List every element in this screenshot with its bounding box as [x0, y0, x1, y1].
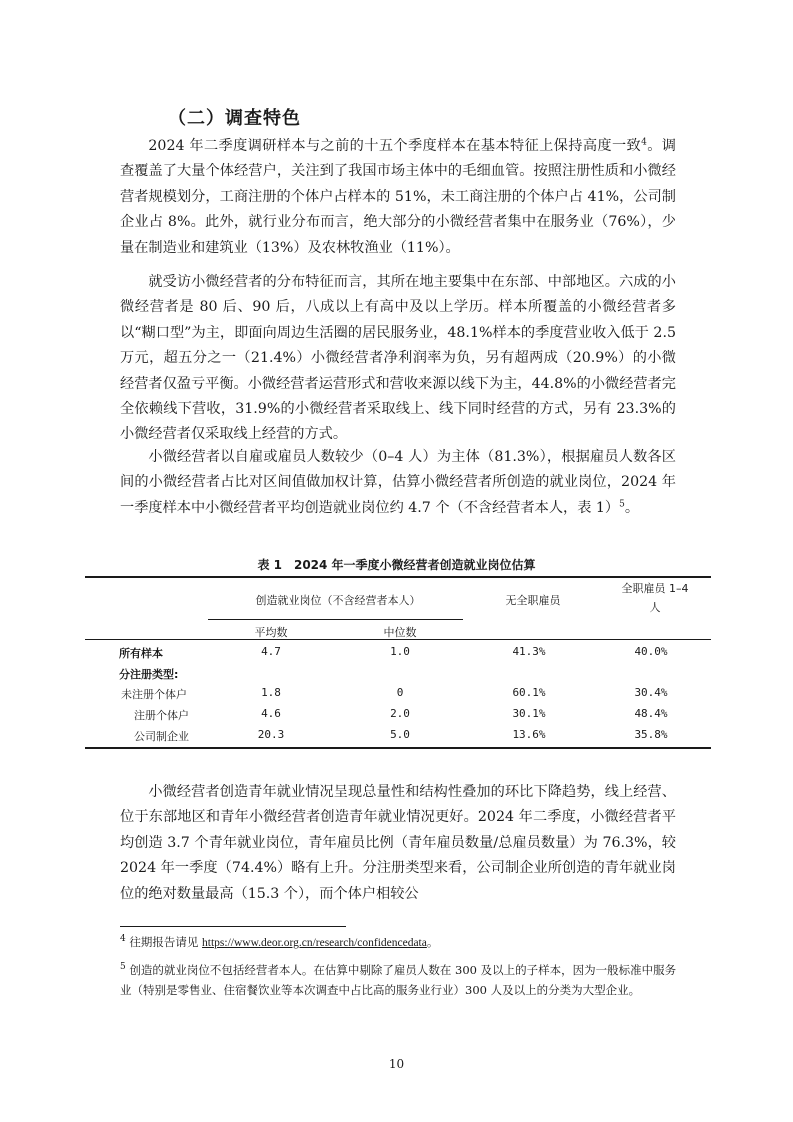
row-label: 注册个体户: [134, 709, 189, 722]
cell-fulltime-1-4: 30.4%: [634, 686, 668, 699]
cell-mean: 4.6: [261, 707, 281, 720]
header-group: 创造就业岗位（不含经营者本人）: [255, 594, 421, 607]
paragraph-text: 。: [624, 499, 640, 516]
cell-mean: 1.8: [261, 686, 281, 699]
row-label: 公司制企业: [134, 730, 189, 743]
table-title: 表 1 2024 年一季度小微经营者创造就业岗位估算: [257, 558, 536, 572]
paragraph-employment: [120, 445, 676, 521]
cell-no-fulltime: 60.1%: [512, 686, 546, 699]
footnote-link[interactable]: https://www.deor.org.cn/research/confidencedata: [202, 937, 427, 949]
employment-table: [85, 575, 711, 750]
cell-fulltime-1-4: 40.0%: [634, 645, 668, 658]
paragraph-text: 2024 年二季度调研样本与之前的十五个季度样本在基本特征上保持高度一致: [148, 138, 642, 154]
footnote-separator: [120, 926, 346, 927]
cell-median: 0: [396, 686, 404, 699]
cell-mean: 4.7: [261, 645, 281, 658]
footnote-4: [120, 932, 680, 953]
cell-no-fulltime: 41.3%: [512, 645, 546, 658]
footnote-ref[interactable]: 4: [641, 137, 647, 148]
paragraph-distribution: [120, 270, 676, 448]
paragraph-text: 小微经营者以自雇或雇员人数较少（0–4 人）为主体（81.3%），根据雇员人数各区间的小微经营者占比对区间值做加权计算，估算小微经营者所创造的就业岗位，2024 年一季度样本中小微经营者平均创造就业岗位约 4.7 个（不含经营者本人，表 1）: [120, 449, 676, 516]
cell-no-fulltime: 30.1%: [512, 707, 546, 720]
paragraph-text: 小微经营者创造青年就业情况呈现总量性和结构性叠加的环比下降趋势，线上经营、位于东部地区和青年小微经营者创造青年就业情况更好。2024 年二季度，小微经营者平均创造 3.7 个青年就业岗位，青年雇员比例（青年雇员数量/总雇员数量）为 76.3%，较 2024 年一季度（74.4%）略有上升。分注册类型来看，公司制企业所创造的青年就业岗位的绝对数量最高（15.3 个），而个体户相较公: [120, 784, 676, 902]
paragraph-youth-employment: [120, 780, 676, 907]
footnote-text: 往期报告请见: [129, 935, 199, 949]
footnote-5: [120, 960, 680, 1000]
row-label: 所有样本: [119, 647, 163, 660]
cell-median: 1.0: [390, 645, 410, 658]
paragraph-sample-features: [120, 134, 676, 261]
footnote-end: 。: [426, 935, 439, 949]
cell-mean: 20.3: [257, 728, 285, 741]
cell-fulltime-1-4: 48.4%: [634, 707, 668, 720]
paragraph-text: 。调查覆盖了大量个体经营户，关注到了我国市场主体中的毛细血管。按照注册性质和小微经营者规模划分，工商注册的个体户占样本的 51%，未工商注册的个体户占 41%，公司制企业占 8%。此外，就行业分布而言，绝大部分的小微经营者集中在服务业（76%），少量在制造业和建筑业（13%）及农林牧渔业（11%）。: [120, 138, 676, 256]
cell-fulltime-1-4: 35.8%: [634, 728, 668, 741]
cell-median: 5.0: [390, 728, 410, 741]
cell-no-fulltime: 13.6%: [512, 728, 546, 741]
page-number: 10: [388, 1057, 405, 1071]
footnote-marker: 5: [120, 962, 126, 973]
paragraph-text: 就受访小微经营者的分布特征而言，其所在地主要集中在东部、中部地区。六成的小微经营者是 80 后、90 后，八成以上有高中及以上学历。样本所覆盖的小微经营者多以“糊口型”为主，即面向周边生活圈的居民服务业，48.1%样本的季度营业收入低于 2.5 万元，超五分之一（21.4%）小微经营者净利润率为负，另有超两成（20.9%）的小微经营者仅盈亏平衡。小微经营者运营形式和营收来源以线下为主，44.8%的小微经营者完全依赖线下营收，31.9%的小微经营者采取线上、线下同时经营的方式，另有 23.3%的小微经营者仅采取线上经营的方式。: [120, 274, 676, 443]
header-median: 中位数: [383, 626, 417, 639]
footnote-ref[interactable]: 5: [619, 499, 625, 510]
header-mean: 平均数: [254, 626, 288, 639]
section-heading: （二）调查特色: [168, 108, 301, 129]
table-bottom-rule: [85, 747, 711, 749]
header-fulltime-1-4: 全职雇员 1–4 人: [621, 582, 689, 614]
table-group-rule: [208, 619, 463, 620]
row-label: 未注册个体户: [121, 688, 187, 701]
cell-median: 2.0: [390, 707, 410, 720]
header-no-fulltime: 无全职雇员: [505, 594, 561, 607]
row-label: 分注册类型:: [119, 668, 179, 681]
footnote-marker: 4: [120, 934, 126, 945]
footnote-text: 创造的就业岗位不包括经营者本人。在估算中剔除了雇员人数在 300 及以上的子样本，因为一般标准中服务业（特别是零售业、住宿餐饮业等本次调查中占比高的服务业行业）300 人及以上的分类为大型企业。: [120, 963, 677, 997]
table-top-rule: [85, 576, 711, 578]
